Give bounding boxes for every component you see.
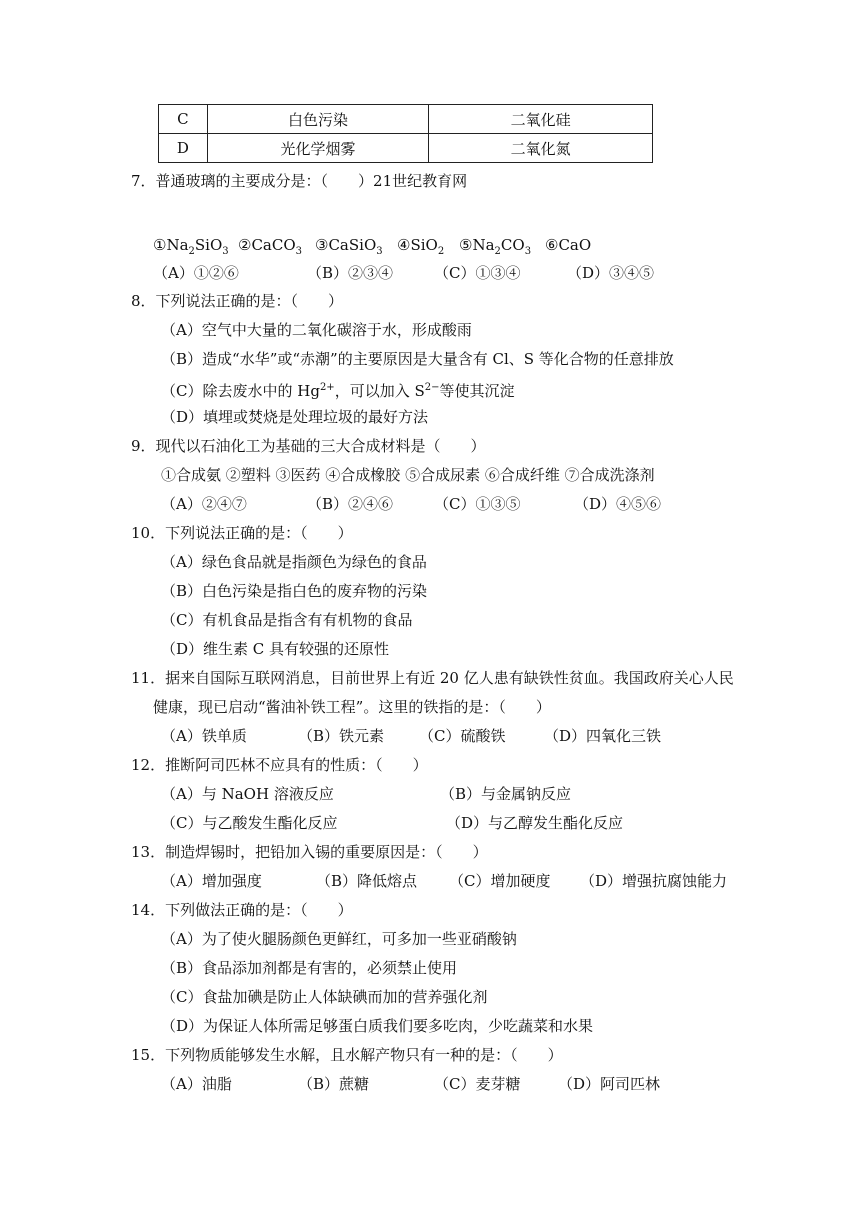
q7-item-4 [397,236,444,261]
q8-c-sup2: 2− [424,382,440,393]
table-row [159,105,653,134]
q9-option-b: （B）②④⑥ [307,495,394,513]
item-circle: ⑥ [545,236,559,254]
q9-option-c: （C）①③⑤ [434,495,521,513]
question-12-stem: 12．推断阿司匹林不应具有的性质：（ ） [131,756,428,774]
item-base: CaCO [251,236,296,254]
item-circle: ⑤ [459,236,473,254]
q7-option-c: （C）①③④ [434,264,521,282]
q7-item-2 [238,236,302,261]
q14-option-c: （C）食盐加碘是防止人体缺碘而加的营养强化剂 [161,988,488,1006]
table-cell-key: C [159,105,208,134]
q10-option-c: （C）有机食品是指含有有机物的食品 [161,611,413,629]
q11-option-d: （D）四氧化三铁 [544,727,662,745]
table-cell-key: D [159,134,208,163]
q9-items: ①合成氨 ②塑料 ③医药 ④合成橡胶 ⑤合成尿素 ⑥合成纤维 ⑦合成洗涤剂 [161,466,655,484]
question-10-stem: 10．下列说法正确的是：（ ） [131,524,353,542]
question-9-stem: 9．现代以石油化工为基础的三大合成材料是（ ） [131,437,486,455]
q8-option-c [161,379,515,400]
q9-option-a: （A）②④⑦ [161,495,247,513]
q8-option-b: （B）造成“水华”或“赤潮”的主要原因是大量含有 Cl、S 等化合物的任意排放 [161,350,674,368]
q13-option-b: （B）降低熔点 [316,872,418,890]
q10-option-b: （B）白色污染是指白色的废弃物的污染 [161,582,428,600]
q8-c-post: 等使其沉淀 [439,382,515,400]
item-mid: CO [500,236,525,254]
q11-option-b: （B）铁元素 [298,727,385,745]
q8-option-d: （D）填埋或焚烧是处理垃圾的最好方法 [161,408,429,426]
q7-option-d: （D）③④⑤ [567,264,655,282]
item-sub: 3 [222,246,229,257]
q14-option-b: （B）食品添加剂都是有害的，必须禁止使用 [161,959,458,977]
item-circle: ② [238,236,252,254]
question-15-stem: 15．下列物质能够发生水解，且水解产物只有一种的是：（ ） [131,1046,563,1064]
question-13-stem: 13．制造焊锡时，把铅加入锡的重要原因是：（ ） [131,843,488,861]
q9-option-d: （D）④⑤⑥ [574,495,662,513]
item-base: CaSiO [328,236,377,254]
item-sub: 2 [437,246,445,257]
item-base: SiO [410,236,438,254]
q7-item-3 [315,236,383,261]
q15-option-a: （A）油脂 [161,1075,232,1093]
item-base: Na [472,236,495,254]
q8-option-a: （A）空气中大量的二氧化碳溶于水，形成酸雨 [161,321,472,339]
item-circle: ④ [397,236,411,254]
table-row [159,134,653,163]
item-base: Na [166,236,189,254]
q7-option-b: （B）②③④ [307,264,394,282]
q12-option-c: （C）与乙酸发生酯化反应 [161,814,338,832]
q7-item-5 [459,236,531,261]
q10-option-d: （D）维生素 C 具有较强的还原性 [161,640,390,658]
item-circle: ① [153,236,167,254]
q15-option-b: （B）蔗糖 [298,1075,370,1093]
q11-option-a: （A）铁单质 [161,727,247,745]
item-sub: 3 [295,246,303,257]
item-base: CaO [558,236,592,254]
item-sub: 2 [188,246,195,257]
question-11-stem-line1: 11．据来自国际互联网消息，目前世界上有近 20 亿人患有缺铁性贫血。我国政府关心人民 [131,669,734,687]
q12-option-b: （B）与金属钠反应 [440,785,572,803]
q13-option-d: （D）增强抗腐蚀能力 [580,872,728,890]
item-circle: ③ [315,236,329,254]
q11-option-c: （C）硫酸铁 [419,727,506,745]
q13-option-c: （C）增加硬度 [449,872,551,890]
q7-item-6 [545,236,591,254]
question-7-stem: 7．普通玻璃的主要成分是：（ ）21世纪教育网 [131,172,468,190]
q10-option-a: （A）绿色食品就是指颜色为绿色的食品 [161,553,427,571]
q7-item-1 [153,236,229,261]
question-11-stem-line2: 健康，现已启动“酱油补铁工程”。这里的铁指的是：（ ） [153,698,551,716]
answer-table [158,104,653,163]
q8-c-pre: （C）除去废水中的 Hg [161,382,320,400]
q13-option-a: （A）增加强度 [161,872,262,890]
item-sub: 3 [376,246,383,257]
item-mid: SiO [194,236,223,254]
q7-option-a: （A）①②⑥ [153,264,239,282]
table-cell-b: 二氧化硅 [429,105,653,134]
q15-option-d: （D）阿司匹林 [558,1075,661,1093]
item-sub: 3 [524,246,532,257]
q12-option-a: （A）与 NaOH 溶液反应 [161,785,334,803]
table-cell-a: 白色污染 [207,105,429,134]
q14-option-a: （A）为了使火腿肠颜色更鲜红，可多加一些亚硝酸钠 [161,930,517,948]
q15-option-c: （C）麦芽糖 [434,1075,521,1093]
q8-c-sup1: 2+ [319,382,335,393]
table-cell-a: 光化学烟雾 [207,134,429,163]
question-8-stem: 8．下列说法正确的是：（ ） [131,292,344,310]
question-14-stem: 14．下列做法正确的是：（ ） [131,901,353,919]
q14-option-d: （D）为保证人体所需足够蛋白质我们要多吃肉，少吃蔬菜和水果 [161,1017,594,1035]
q8-c-mid: ，可以加入 S [334,382,425,400]
table-cell-b: 二氧化氮 [429,134,653,163]
item-sub: 2 [494,246,501,257]
q12-option-d: （D）与乙醇发生酯化反应 [446,814,624,832]
